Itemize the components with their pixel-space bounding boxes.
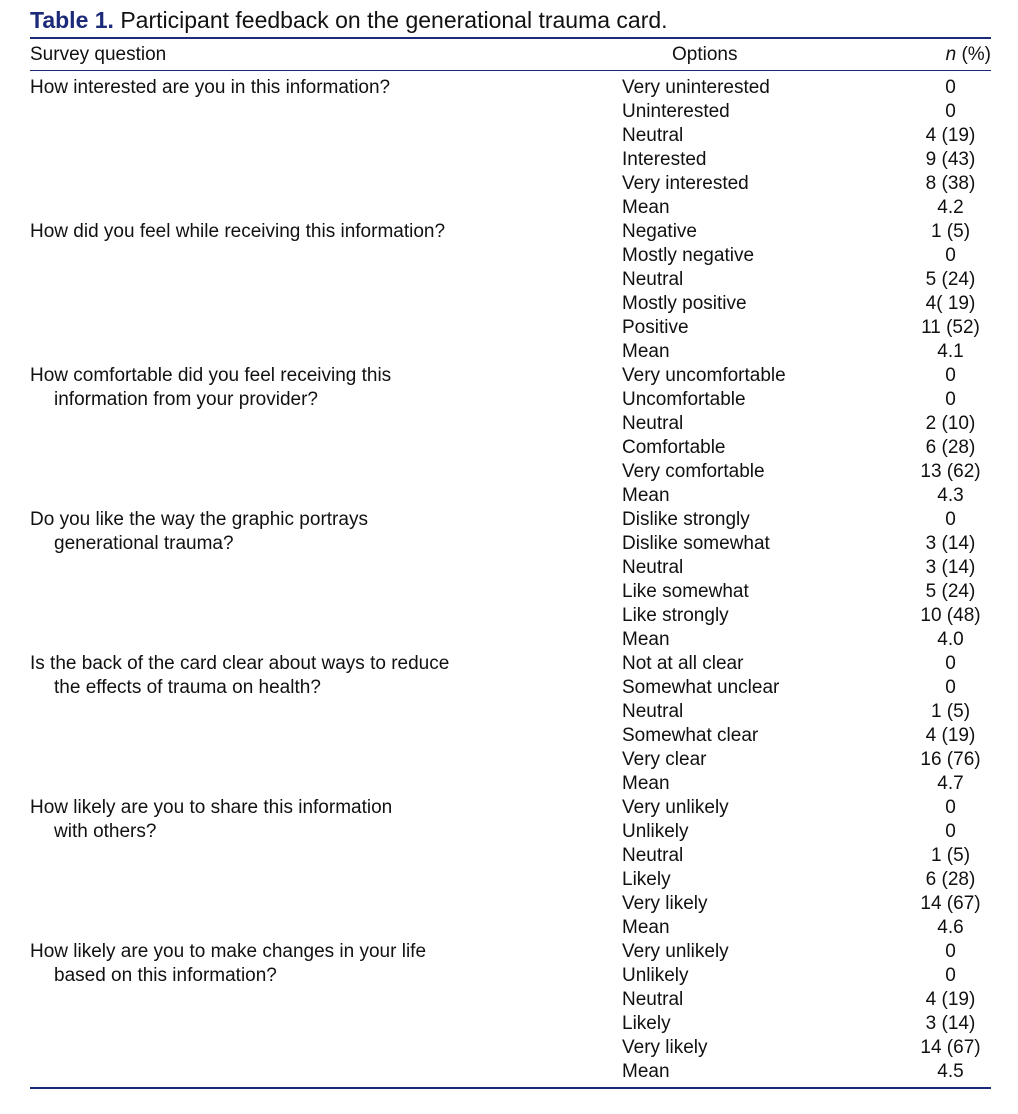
response-count: 5 (24)	[925, 581, 976, 602]
table-row	[30, 796, 991, 820]
option-label: Mean	[622, 197, 670, 218]
survey-question-line: Do you like the way the graphic portrays	[30, 509, 368, 530]
response-count: 0	[945, 365, 956, 386]
response-count: 2 (10)	[925, 413, 976, 434]
response-count: 1 (5)	[930, 701, 971, 722]
response-count: 1 (5)	[930, 221, 971, 242]
question-group	[30, 796, 991, 940]
option-label: Positive	[622, 317, 689, 338]
column-header-options: Options	[672, 44, 738, 65]
table-row	[30, 220, 991, 244]
survey-question-line: with others?	[54, 821, 157, 842]
option-label: Somewhat clear	[622, 725, 759, 746]
option-label: Dislike somewhat	[622, 533, 770, 554]
response-count: 9 (43)	[925, 149, 976, 170]
response-count: 4.0	[937, 629, 964, 650]
table-label: Table 1.	[30, 7, 114, 33]
response-count: 4.6	[937, 917, 964, 938]
option-label: Like somewhat	[622, 581, 749, 602]
table-row	[30, 916, 991, 940]
response-count: 0	[945, 797, 956, 818]
table-row	[30, 772, 991, 796]
option-label: Very uncomfortable	[622, 365, 786, 386]
option-label: Neutral	[622, 845, 684, 866]
option-label: Very uninterested	[622, 77, 770, 98]
response-count: 16 (76)	[920, 749, 981, 770]
question-group	[30, 652, 991, 796]
table-row	[30, 868, 991, 892]
column-header-n-percent: (%)	[956, 44, 991, 65]
option-label: Neutral	[622, 125, 684, 146]
option-label: Dislike strongly	[622, 509, 750, 530]
table-row	[30, 556, 991, 580]
option-label: Mean	[622, 1061, 670, 1082]
option-label: Comfortable	[622, 437, 726, 458]
response-count: 14 (67)	[920, 1037, 981, 1058]
table-row	[30, 580, 991, 604]
table-row	[30, 244, 991, 268]
table-row	[30, 148, 991, 172]
response-count: 6 (28)	[925, 869, 976, 890]
table-row	[30, 940, 991, 964]
table-row	[30, 76, 991, 100]
option-label: Mostly positive	[622, 293, 747, 314]
survey-question-line: based on this information?	[54, 965, 277, 986]
response-count: 13 (62)	[920, 461, 981, 482]
option-label: Likely	[622, 869, 671, 890]
response-count: 11 (52)	[921, 317, 980, 338]
response-count: 1 (5)	[930, 845, 971, 866]
option-label: Likely	[622, 1013, 671, 1034]
option-label: Mean	[622, 773, 670, 794]
table-row	[30, 1012, 991, 1036]
table-row	[30, 124, 991, 148]
response-count: 10 (48)	[920, 605, 981, 626]
table-title: Participant feedback on the generational trauma card.	[120, 7, 668, 33]
response-count: 4.2	[937, 197, 964, 218]
table-row	[30, 292, 991, 316]
table-row	[30, 676, 991, 700]
survey-question-line: How interested are you in this information?	[30, 77, 391, 98]
top-rule	[30, 37, 991, 39]
response-count: 0	[945, 653, 956, 674]
option-label: Unlikely	[622, 821, 689, 842]
response-count: 4 (19)	[925, 725, 976, 746]
survey-question-line: How did you feel while receiving this information?	[30, 221, 446, 242]
response-count: 4( 19)	[925, 293, 976, 314]
survey-question-line: Is the back of the card clear about ways to reduce	[30, 653, 450, 674]
survey-question-line: the effects of trauma on health?	[54, 677, 321, 698]
option-label: Mostly negative	[622, 245, 755, 266]
response-count: 0	[945, 509, 956, 530]
table-row	[30, 628, 991, 652]
response-count: 8 (38)	[925, 173, 976, 194]
response-count: 4.5	[937, 1061, 964, 1082]
table-row	[30, 460, 991, 484]
response-count: 3 (14)	[925, 533, 976, 554]
table-row	[30, 652, 991, 676]
question-group	[30, 220, 991, 364]
table-row	[30, 196, 991, 220]
response-count: 4 (19)	[925, 989, 976, 1010]
option-label: Uninterested	[622, 101, 730, 122]
table-row	[30, 700, 991, 724]
response-count: 0	[945, 965, 956, 986]
response-count: 0	[945, 941, 956, 962]
table-row	[30, 964, 991, 988]
response-count: 0	[945, 77, 956, 98]
response-count: 4.3	[937, 485, 964, 506]
table-row	[30, 1060, 991, 1084]
table-row	[30, 172, 991, 196]
table-row	[30, 100, 991, 124]
survey-question-line: How likely are you to share this information	[30, 797, 393, 818]
table-row	[30, 532, 991, 556]
table-row	[30, 316, 991, 340]
option-label: Negative	[622, 221, 697, 242]
column-header-n-symbol: n	[945, 44, 957, 65]
table-caption	[30, 6, 668, 34]
survey-question-line: generational trauma?	[54, 533, 234, 554]
table-row	[30, 724, 991, 748]
survey-question-line: information from your provider?	[54, 389, 318, 410]
option-label: Like strongly	[622, 605, 729, 626]
table-row	[30, 268, 991, 292]
response-count: 4.1	[937, 341, 964, 362]
response-count: 14 (67)	[920, 893, 981, 914]
table-row	[30, 364, 991, 388]
table-row	[30, 484, 991, 508]
table-row	[30, 820, 991, 844]
option-label: Unlikely	[622, 965, 689, 986]
option-label: Neutral	[622, 413, 684, 434]
option-label: Very likely	[622, 1037, 708, 1058]
response-count: 0	[945, 389, 956, 410]
option-label: Somewhat unclear	[622, 677, 780, 698]
header-rule	[30, 70, 991, 71]
table-row	[30, 508, 991, 532]
option-label: Very comfortable	[622, 461, 765, 482]
table-row	[30, 604, 991, 628]
column-header-n	[946, 43, 991, 67]
option-label: Neutral	[622, 989, 684, 1010]
survey-question-line: How likely are you to make changes in your life	[30, 941, 427, 962]
table-row	[30, 988, 991, 1012]
table-row	[30, 340, 991, 364]
option-label: Very interested	[622, 173, 749, 194]
table-row	[30, 388, 991, 412]
response-count: 0	[945, 677, 956, 698]
question-group	[30, 940, 991, 1084]
option-label: Interested	[622, 149, 707, 170]
question-group	[30, 364, 991, 508]
table-row	[30, 412, 991, 436]
bottom-rule	[30, 1087, 991, 1089]
table-row	[30, 1036, 991, 1060]
option-label: Very unlikely	[622, 797, 729, 818]
option-label: Neutral	[622, 701, 684, 722]
column-header-question: Survey question	[30, 44, 167, 65]
response-count: 4 (19)	[925, 125, 976, 146]
response-count: 6 (28)	[925, 437, 976, 458]
survey-question-line: How comfortable did you feel receiving this	[30, 365, 392, 386]
table-row	[30, 892, 991, 916]
question-group	[30, 76, 991, 220]
response-count: 5 (24)	[925, 269, 976, 290]
table-row	[30, 436, 991, 460]
response-count: 4.7	[937, 773, 964, 794]
response-count: 0	[945, 101, 956, 122]
option-label: Not at all clear	[622, 653, 744, 674]
option-label: Very unlikely	[622, 941, 729, 962]
table-row	[30, 748, 991, 772]
response-count: 0	[945, 821, 956, 842]
option-label: Mean	[622, 341, 670, 362]
response-count: 0	[945, 245, 956, 266]
option-label: Neutral	[622, 557, 684, 578]
option-label: Mean	[622, 629, 670, 650]
option-label: Uncomfortable	[622, 389, 746, 410]
option-label: Mean	[622, 485, 670, 506]
table-row	[30, 844, 991, 868]
question-group	[30, 508, 991, 652]
response-count: 3 (14)	[925, 557, 976, 578]
option-label: Mean	[622, 917, 670, 938]
table-body	[30, 76, 991, 1084]
response-count: 3 (14)	[925, 1013, 976, 1034]
option-label: Very likely	[622, 893, 708, 914]
option-label: Neutral	[622, 269, 684, 290]
option-label: Very clear	[622, 749, 707, 770]
